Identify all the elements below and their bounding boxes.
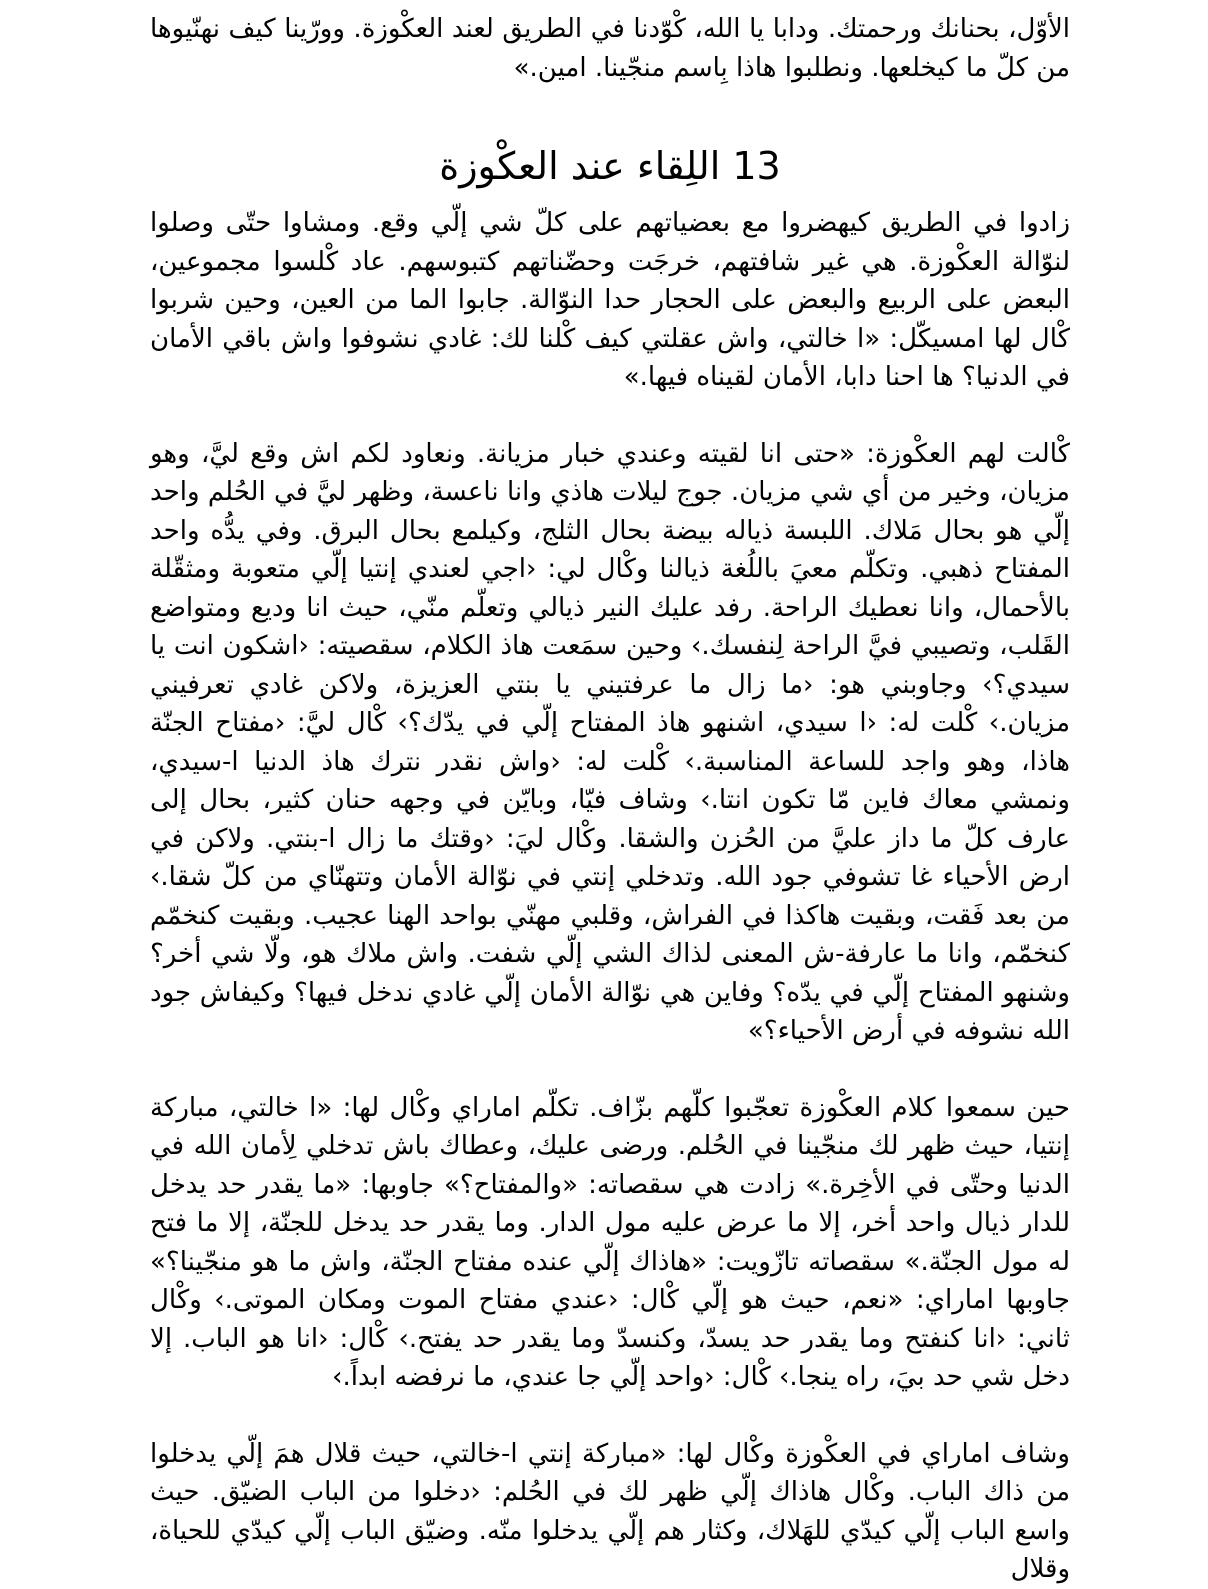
intro-paragraph: الأوّل، بحنانك ورحمتك. ودابا يا الله، كْوّدنا في الطريق لعند العكْوزة. وورّينا كيف نهنّيوها من كلّ ما كيخلعها. ونطلبوا هاذا بِاسم منجّينا. امين.» [150, 14, 1070, 83]
chapter-title: 13 اللِقاء عند العكْوزة [439, 144, 781, 188]
body-paragraph: وشاف اماراي في العكْوزة وكْال لها: «مباركة إنتي ا-خالتي، حيث قلال همَ إلّي يدخلوا من ذاك الباب. وكْال هاذاك إلّي ظهر لك في الحُلم: ‹دخلوا من الباب الضيّق. حيث واسع الباب إلّي كيدّي للهَلاك، وكثار هم إلّي يدخلوا منّه. وضيّق الباب إلّي كيدّي للحياة، وقلال [150, 1438, 1070, 1584]
body-paragraph: كْالت لهم العكْوزة: «حتى انا لقيته وعندي خبار مزيانة. ونعاود لكم اش وقع ليَّ، وهو مزيان، وخير من أي شي مزيان. جوج ليلات هاذي وانا ناعسة، وظهر ليَّ في الحُلم واحد إلّي هو بحال مَلاك. اللبسة ذياله بيضة بحال الثلج، وكيلمع بحال البرق. وفي يدُّه واحد المفتاح ذهبي. وتكلّم معيَ باللُغة ذيالنا وكْال لي: ‹اجي لعندي إنتيا إلّي متعوبة ومثقّلة بالأحمال، وانا نعطيك الراحة. رفد عليك النير ذيالي وتعلّم منّي، حيث انا وديع ومتواضع القَلب، وتصيبي فيَّ الراحة لِنفسك.› وحين سمَعت هاذ الكلام، سقصيته: ‹اشكون انت يا سيدي؟› وجاوبني هو: ‹ما زال ما عرفتيني يا بنتي العزيزة، ولاكن غادي تعرفيني مزيان.› كْلت له: ‹ا سيدي، اشنهو هاذ المفتاح إلّي في يدّك؟› كْال ليَّ: ‹مفتاح الجنّة هاذا، وهو واجد للساعة المناسبة.› كْلت له: ‹واش نقدر نترك هاذ الدنيا ا-سيدي، ونمشي معاك فاين مّا تكون انتا.› وشاف فيّا، وبايّن في وجهه حنان كثير، بحال إلى عارف كلّ ما داز عليَّ من الحُزن والشقا. وكْال ليَ: ‹وقتك ما زال ا-بنتي. ولاكن في ارض الأحياء غا تشوفي جود الله. وتدخلي إنتي في نوّالة الأمان وتتهنّاي من كلّ شقا.› من بعد فَقت، وبقيت هاكذا في الفراش، وقلبي مهنّي بواحد الهنا عجيب. وبقيت كنخمّم كنخمّم، وانا ما عارفة-ش المعنى لذاك الشي إلّي شفت. واش ملاك هو، ولّا شي أخر؟ وشنهو المفتاح إلّي في يدّه؟ وفاين هي نوّالة الأمان إلّي غادي ندخل فيها؟ وكيفاش جود الله نشوفه في أرض الأحياء؟» [150, 438, 1070, 1046]
document-page [150, 0, 1070, 1589]
body-paragraph: زادوا في الطريق كيهضروا مع بعضياتهم على كلّ شي إلّي وقع. ومشاوا حتّى وصلوا لنوّالة العكْوزة. هي غير شافتهم، خرجَت وحضّناتهم كتبوسهم. عاد كْلسوا مجموعين، البعض على الربيع والبعض على الحجار حدا النوّالة. جابوا الما من العين، وحين شربوا كْال لها امسيكّل: «ا خالتي، واش عقلتي كيف كْلنا لك: غادي نشوفوا واش باقي الأمان في الدنيا؟ ها احنا دابا، الأمان لقيناه فيها.» [150, 208, 1070, 392]
body-paragraph: حين سمعوا كلام العكْوزة تعجّبوا كلّهم بزّاف. تكلّم اماراي وكْال لها: «ا خالتي، مباركة إنتيا، حيث ظهر لك منجّينا في الحُلم. ورضى عليك، وعطاك باش تدخلي لِأمان الله في الدنيا وحتّى في الأخِرة.» زادت هي سقصاته: «والمفتاح؟» جاوبها: «ما يقدر حد يدخل للدار ذيال واحد أخر، إلا ما عرض عليه مول الدار. وما يقدر حد يدخل للجنّة، إلا ما فتح له مول الجنّة.» سقصاته تازّويت: «هاذاك إلّي عنده مفتاح الجنّة، واش ما هو منجّينا؟» جاوبها اماراي: «نعم، حيث هو إلّي كْال: ‹عندي مفتاح الموت ومكان الموتى.› وكْال ثاني: ‹انا كنفتح وما يقدر حد يسدّ، وكنسدّ وما يقدر حد يفتح.› كْال: ‹انا هو الباب. إلا دخل شي حد بيَ، راه ينجا.› كْال: ‹واحد إلّي جا عندي، ما نرفضه ابداً.› [150, 1092, 1070, 1392]
